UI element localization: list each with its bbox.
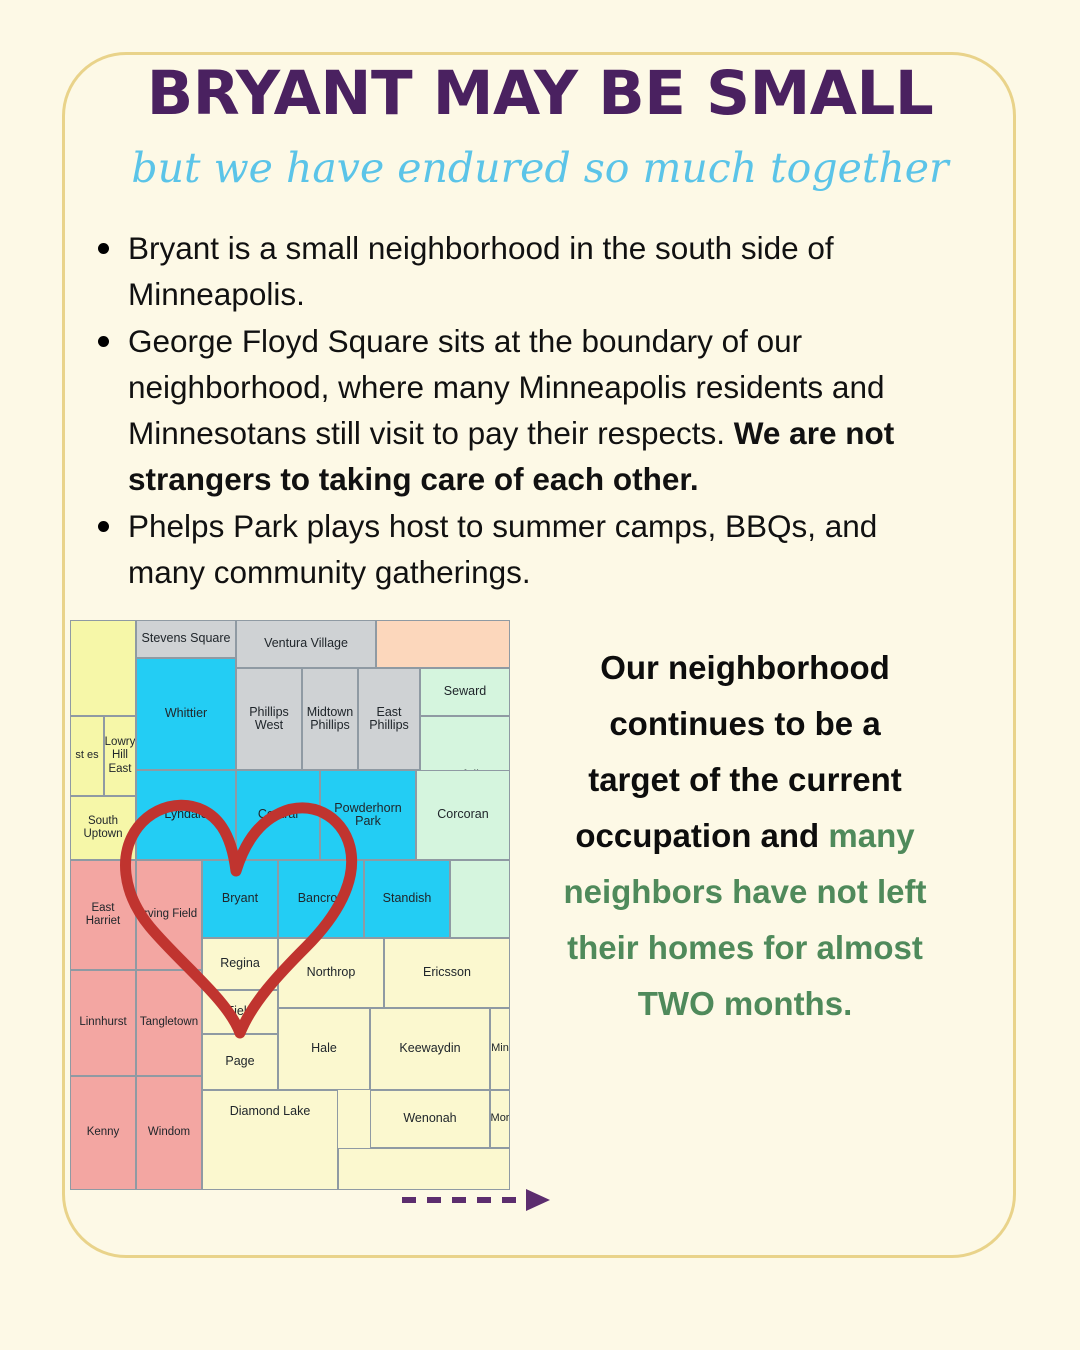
map-region — [364, 860, 450, 938]
map-region — [70, 620, 136, 716]
highlight-text-black: Our neighborhood continues to be a target of the current occupation and — [575, 649, 902, 854]
list-item — [82, 318, 912, 502]
map-region — [104, 716, 136, 796]
map-region — [136, 620, 236, 658]
map-region-label: Bancroft — [297, 891, 345, 906]
map-region — [202, 1034, 278, 1090]
bullet-list — [82, 225, 912, 596]
map-region-label: Tangletown — [139, 1016, 199, 1029]
map-region-label: Wenonah — [403, 1111, 457, 1126]
map-region — [278, 860, 364, 938]
page-subtitle: but we have endured so much together — [131, 144, 949, 192]
map-region — [370, 1008, 490, 1090]
map-region — [236, 668, 302, 770]
map-region — [136, 860, 202, 970]
map-region-label: Phillips West — [249, 704, 289, 732]
map-region-label: Mor — [490, 1112, 510, 1125]
map-region — [236, 620, 376, 668]
map-region-label: Regina — [220, 956, 260, 971]
map-region-label: Central — [257, 807, 299, 822]
map-region-label: Powderhorn Park — [334, 800, 402, 828]
map-region-label: Corcoran — [437, 807, 489, 822]
map-region-label: Midtown Phillips — [306, 704, 354, 732]
neighborhood-map — [70, 620, 510, 1190]
map-region-label: Irving Field — [140, 908, 198, 921]
highlight-text-green: many neighbors have not left their homes for almost TWO months. — [563, 817, 927, 1022]
map-region — [70, 1076, 136, 1190]
map-region-label: East Harriet — [85, 901, 121, 927]
map-region — [278, 938, 384, 1008]
dashed-arrow-icon — [400, 1185, 560, 1215]
map-region-label: Ventura Village — [264, 636, 348, 651]
bullet-text: Phelps Park plays host to summer camps, BBQs, and many community gatherings. — [128, 508, 878, 590]
map-region — [136, 1076, 202, 1190]
map-region-label: Seward — [443, 684, 487, 699]
map-region-label: Keewaydin — [399, 1041, 461, 1056]
map-region — [278, 1008, 370, 1090]
map-region — [70, 860, 136, 970]
map-region-label: South Uptown — [83, 814, 123, 840]
map-region — [70, 970, 136, 1076]
map-region — [420, 668, 510, 716]
map-region — [202, 938, 278, 990]
map-region — [490, 1090, 510, 1148]
map-region — [320, 770, 416, 860]
map-region — [416, 770, 510, 860]
list-item — [82, 503, 912, 595]
map-region — [202, 1090, 338, 1190]
map-region-label: Field — [226, 1004, 254, 1019]
highlight-paragraph — [560, 640, 930, 1032]
map-region — [70, 796, 136, 860]
map-region-label: Ericsson — [423, 965, 471, 980]
bullet-text-emphasis: We are not strangers to taking care of each other. — [128, 415, 895, 497]
list-item — [82, 225, 912, 317]
map-region-label: Lyndale — [164, 807, 208, 822]
map-region-label: Bryant — [221, 891, 259, 906]
map-region-label: Min — [491, 1042, 509, 1055]
map-region — [358, 668, 420, 770]
map-region-label: Page — [225, 1054, 255, 1069]
map-region — [70, 716, 104, 796]
map-region-label: Kenny — [86, 1126, 120, 1139]
page-title: BRYANT MAY BE SMALL — [146, 58, 934, 129]
map-region — [450, 860, 510, 938]
map-canvas — [70, 620, 510, 1190]
map-region-label: Linnhurst — [79, 1016, 127, 1029]
map-region — [490, 1008, 510, 1090]
map-region — [136, 658, 236, 770]
map-region — [136, 770, 236, 860]
map-region — [236, 770, 320, 860]
map-region-label: Windom — [147, 1126, 191, 1139]
map-region — [376, 620, 510, 668]
bullet-text: George Floyd Square sits at the boundary of our neighborhood, where many Minneapolis residents and Minnesotans still visit to pay their respects. — [128, 323, 885, 451]
map-region — [384, 938, 510, 1008]
map-region-label: East Phillips — [369, 704, 409, 732]
map-region — [302, 668, 358, 770]
bullet-text: Bryant is a small neighborhood in the south side of Minneapolis. — [128, 230, 834, 312]
map-region — [136, 970, 202, 1076]
map-region-label: Stevens Square — [141, 631, 231, 646]
map-region-label: st es — [75, 749, 99, 762]
map-region — [202, 990, 278, 1034]
map-region-label: Whittier — [164, 706, 208, 721]
map-region — [370, 1090, 490, 1148]
map-region-label: Hale — [311, 1041, 337, 1056]
map-region — [202, 860, 278, 938]
map-region-label: Diamond Lake — [229, 1104, 311, 1118]
map-region-label: Northrop — [306, 965, 356, 980]
map-region-label: Standish — [382, 891, 432, 906]
map-region-label: Lowry Hill East — [104, 735, 136, 775]
map-region — [338, 1148, 510, 1190]
